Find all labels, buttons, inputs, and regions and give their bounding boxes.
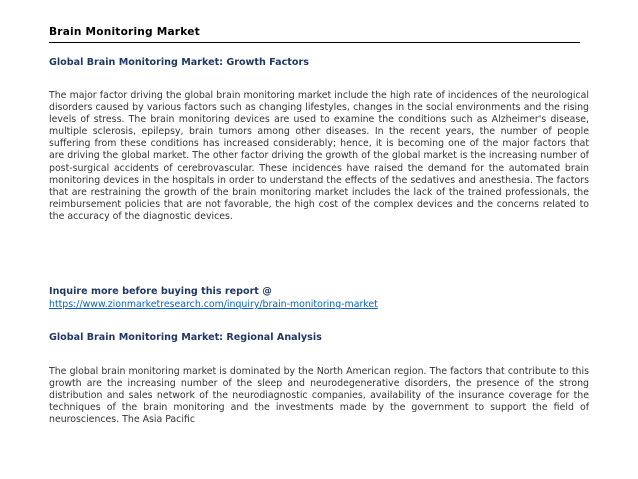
document-title: Brain Monitoring Market [49, 26, 580, 43]
growth-factors-heading: Global Brain Monitoring Market: Growth Factors [49, 57, 309, 68]
inquire-block [49, 285, 378, 311]
inquire-label: Inquire more before buying this report @ [49, 286, 272, 297]
inquiry-link[interactable]: https://www.zionmarketresearch.com/inquiry/brain-monitoring-market [49, 299, 378, 310]
regional-analysis-paragraph: The global brain monitoring market is dominated by the North American region. The factors that contribute to this growth are the increasing number of the sleep and neurodegenerative disorders, the presence of the strong distribution and sales network of the neurodiagnostic companies, availability of the insurance coverage for the techniques of the brain monitoring and the investments made by the government to support the field of neurosciences. The Asia Pacific [49, 366, 589, 426]
regional-analysis-heading: Global Brain Monitoring Market: Regional Analysis [49, 332, 322, 343]
growth-factors-paragraph: The major factor driving the global brain monitoring market include the high rate of incidences of the neurological disorders caused by various factors such as changing lifestyles, changes in the social environments and the rising levels of stress. The brain monitoring devices are used to examine the conditions such as Alzheimer's disease, multiple sclerosis, epilepsy, brain tumors among other diseases. In the recent years, the number of people suffering from these conditions has increased considerably; hence, it is becoming one of the major factors that are driving the global market. The other factor driving the growth of the global market is the increasing number of post-surgical accidents of cerebrovascular. These incidences have raised the demand for the automated brain monitoring devices in the hospitals in order to understand the effects of the sedatives and anesthesia. The factors that are restraining the growth of the brain monitoring market includes the lack of the trained professionals, the reimbursement policies that are not favorable, the high cost of the complex devices and the concerns related to the accuracy of the diagnostic devices. [49, 90, 589, 222]
